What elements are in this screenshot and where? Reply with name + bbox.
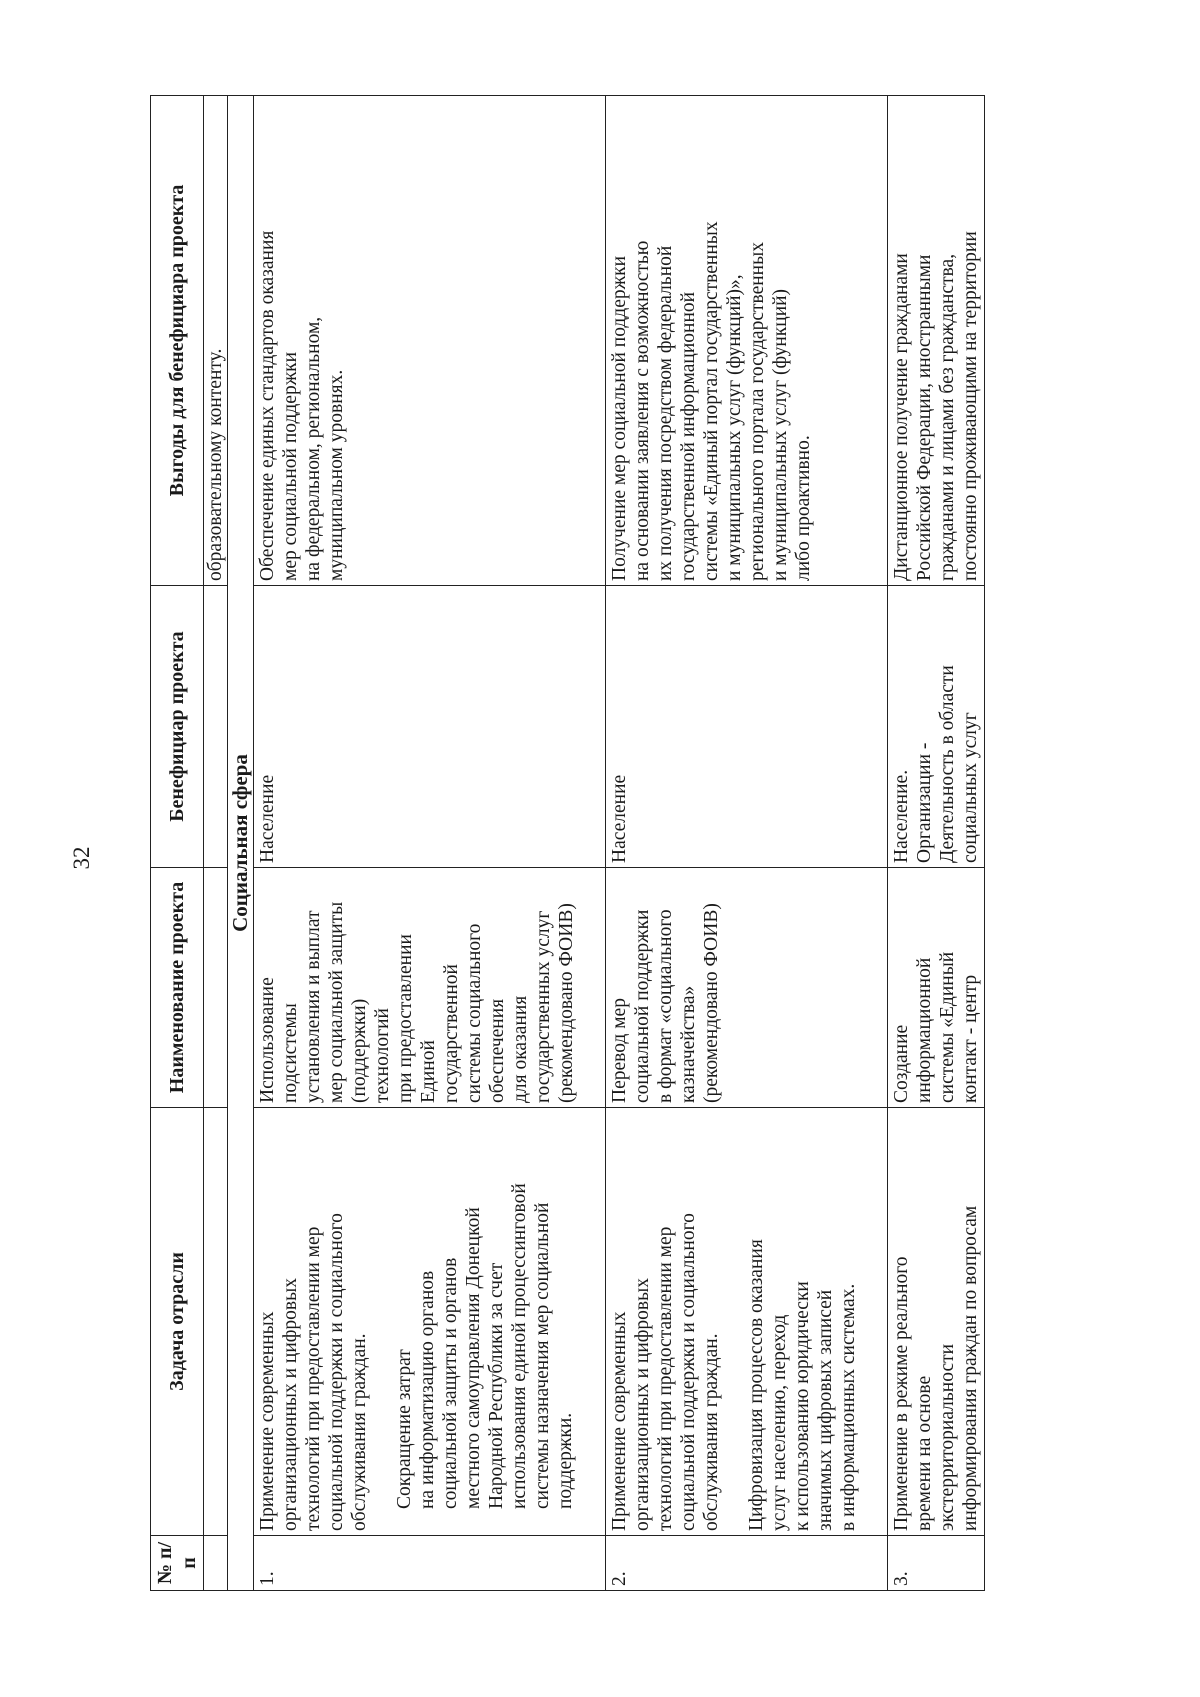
task-text: Применение современных организационных и цифровых технологий при предоставлении мер социальной поддержки и социального обслуживания граждан. bbox=[257, 1213, 370, 1531]
benefits: Получение мер социальной поддержки на основании заявления с возможностью их получения посредством федеральной государственной информационной системы «Единый портал государственных и муниципальных услуг (функций)», регионального портала государственных и муниципальных услуг (функций) либо проактивно. bbox=[606, 96, 888, 586]
task-text: Применение в режиме реального времени на основе экстерриториальности информирования граждан по вопросам bbox=[888, 1108, 985, 1536]
section-row bbox=[228, 96, 254, 1591]
task-text: Применение современных организационных и цифровых технологий при предоставлении мер социальной поддержки и социального обслуживания граждан. bbox=[609, 1213, 722, 1531]
header-task: Задача отрасли bbox=[151, 1108, 204, 1536]
table-row bbox=[254, 96, 606, 1591]
beneficiary: Население bbox=[606, 586, 888, 868]
task-cell bbox=[254, 1108, 606, 1536]
projects-table bbox=[150, 95, 985, 1591]
beneficiary: Население bbox=[254, 586, 606, 868]
project-name: Использование подсистемы установления и выплат мер социальной защиты (поддержки) технологий при предоставлении Единой государственной системы социального обеспечения для оказания государственных услуг (рекомендовано ФОИВ) bbox=[254, 868, 606, 1108]
row-num: 2. bbox=[606, 1536, 888, 1591]
carry-over-row bbox=[204, 96, 228, 1591]
section-title: Социальная сфера bbox=[228, 96, 254, 1591]
header-beneficiary: Бенефициар проекта bbox=[151, 586, 204, 868]
table-row bbox=[888, 96, 985, 1591]
project-name: Перевод мер социальной поддержки в формат «социального казначейства» (рекомендовано ФОИВ) bbox=[606, 868, 888, 1108]
beneficiary: Население. Организации - Деятельность в области социальных услуг bbox=[888, 586, 985, 868]
benefits: Дистанционное получение гражданами Российской Федерации, иностранными гражданами и лицами без гражданства, постоянно проживающими на территории bbox=[888, 96, 985, 586]
rotated-table-container bbox=[150, 96, 1195, 1591]
task-text: Цифровизация процессов оказания услуг населению, переход к использованию юридически значимых цифровых записей в информационных системах. bbox=[746, 1239, 859, 1531]
row-num: 3. bbox=[888, 1536, 985, 1591]
task-text: Сокращение затрат на информатизацию органов социальной защиты и органов местного самоуправления Донецкой Народной Республики за счет использования единой процессинговой системы назначения мер социальной поддержки. bbox=[394, 1183, 576, 1509]
row-num: 1. bbox=[254, 1536, 606, 1591]
header-row bbox=[151, 96, 204, 1591]
table-row bbox=[606, 96, 888, 1591]
benefits: Обеспечение единых стандартов оказания мер социальной поддержки на федеральном, региональном, муниципальном уровнях. bbox=[254, 96, 606, 586]
project-name: Создание информационной системы «Единый контакт - центр bbox=[888, 868, 985, 1108]
header-project-name: Наименование проекта bbox=[151, 868, 204, 1108]
carry-over-text: образовательному контенту. bbox=[204, 96, 228, 586]
header-num: № п/п bbox=[151, 1536, 204, 1591]
page-number: 32 bbox=[69, 846, 94, 870]
task-cell bbox=[606, 1108, 888, 1536]
header-benefits: Выгоды для бенефициара проекта bbox=[151, 96, 204, 586]
